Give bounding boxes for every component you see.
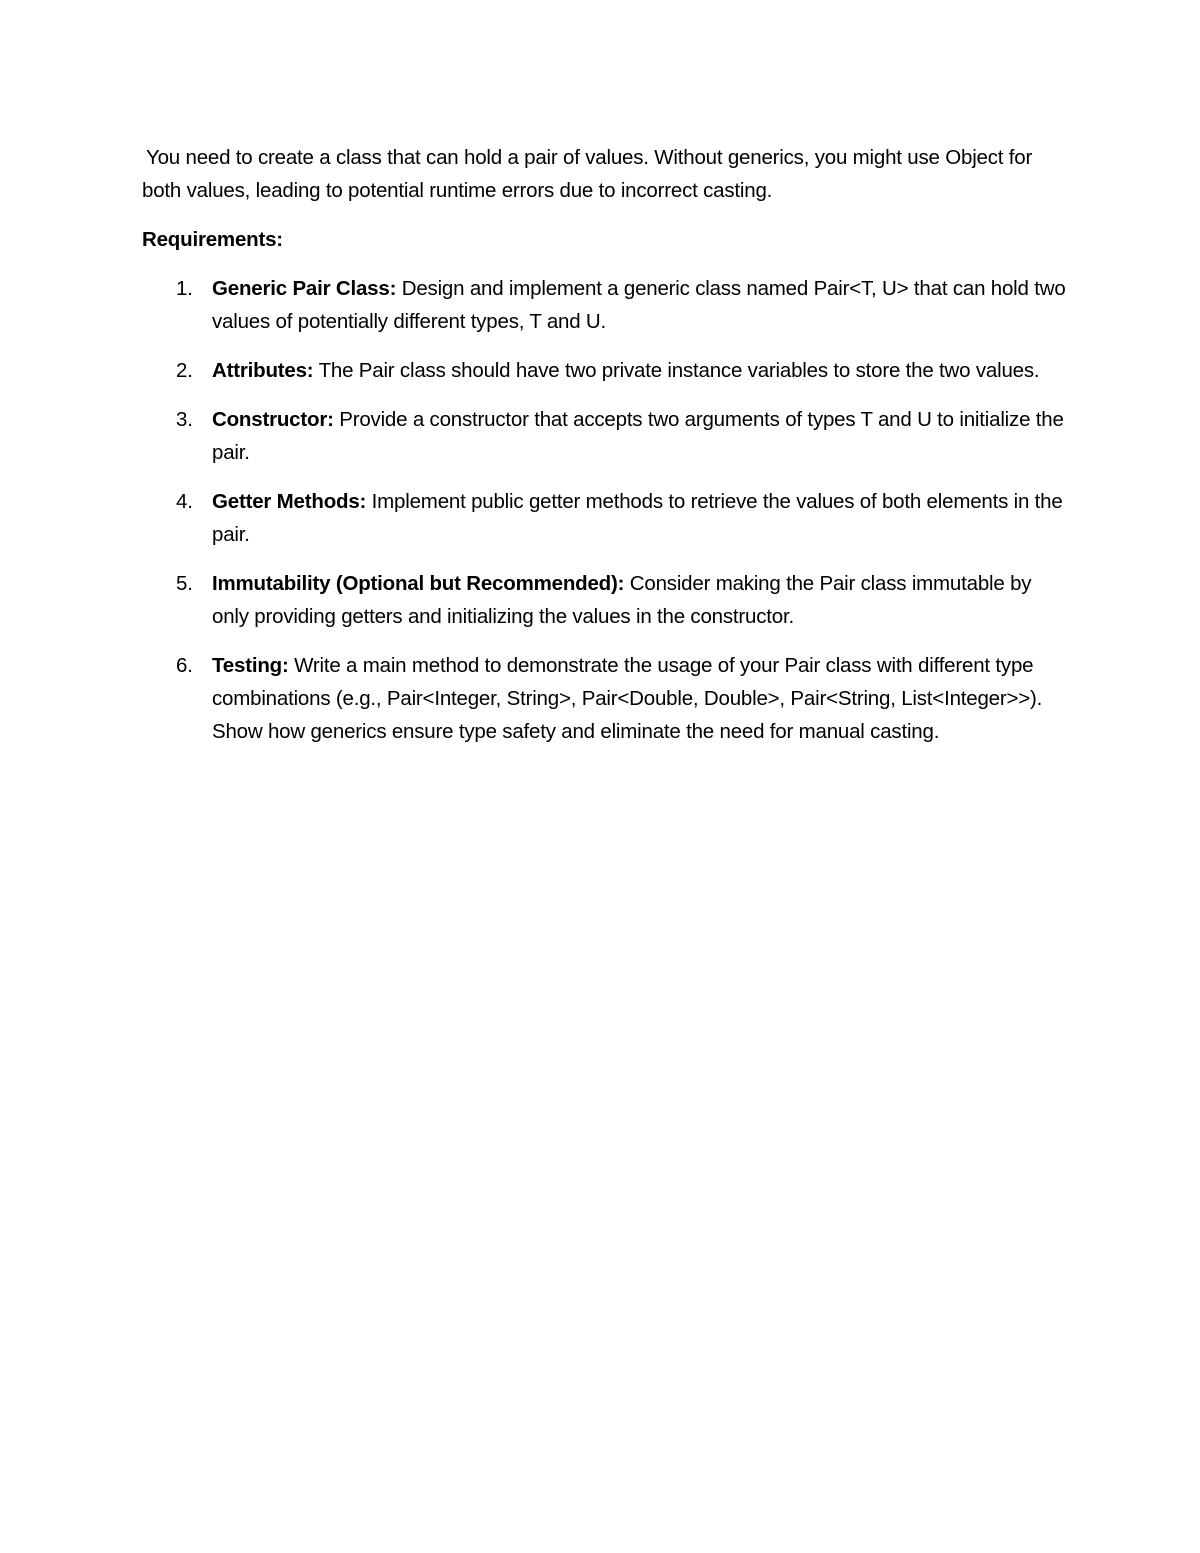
requirement-text: Consider making the Pair class immutable by only providing getters and initializing the values in the constructor. bbox=[212, 572, 1032, 628]
requirement-item bbox=[142, 485, 1072, 551]
requirement-term: Attributes: bbox=[212, 359, 314, 382]
requirement-item bbox=[142, 649, 1072, 748]
requirement-item bbox=[142, 403, 1072, 469]
requirement-item bbox=[142, 354, 1072, 387]
requirement-text: The Pair class should have two private instance variables to store the two values. bbox=[313, 359, 1040, 382]
requirement-term: Generic Pair Class: bbox=[212, 277, 397, 300]
requirement-number: 6. bbox=[176, 654, 193, 677]
requirement-item bbox=[142, 272, 1072, 338]
requirement-number: 2. bbox=[176, 359, 193, 382]
requirement-number: 3. bbox=[176, 408, 193, 431]
requirements-heading: Requirements: bbox=[142, 228, 283, 251]
requirement-item bbox=[142, 567, 1072, 633]
requirements-list bbox=[142, 272, 1072, 748]
document-body bbox=[142, 141, 1072, 764]
requirement-text: Design and implement a generic class named Pair<T, U> that can hold two values of potentially different types, T and U. bbox=[212, 277, 1066, 333]
requirement-text: Provide a constructor that accepts two arguments of types T and U to initialize the pair. bbox=[212, 408, 1064, 464]
requirement-term: Constructor: bbox=[212, 408, 334, 431]
requirement-term: Immutability (Optional but Recommended): bbox=[212, 572, 625, 595]
requirement-term: Getter Methods: bbox=[212, 490, 367, 513]
intro-paragraph: You need to create a class that can hold a pair of values. Without generics, you might use Object for both values, leading to potential runtime errors due to incorrect casting. bbox=[142, 146, 1033, 202]
requirement-text: Write a main method to demonstrate the usage of your Pair class with different type combinations (e.g., Pair<Integer, String>, Pair<Double, Double>, Pair<String, List<Integer>>). Show how generics ensure type safety and eliminate the need for manual casting. bbox=[212, 654, 1043, 743]
requirement-number: 5. bbox=[176, 572, 193, 595]
requirement-number: 4. bbox=[176, 490, 193, 513]
requirement-term: Testing: bbox=[212, 654, 289, 677]
requirement-number: 1. bbox=[176, 277, 193, 300]
requirement-text: Implement public getter methods to retrieve the values of both elements in the pair. bbox=[212, 490, 1063, 546]
